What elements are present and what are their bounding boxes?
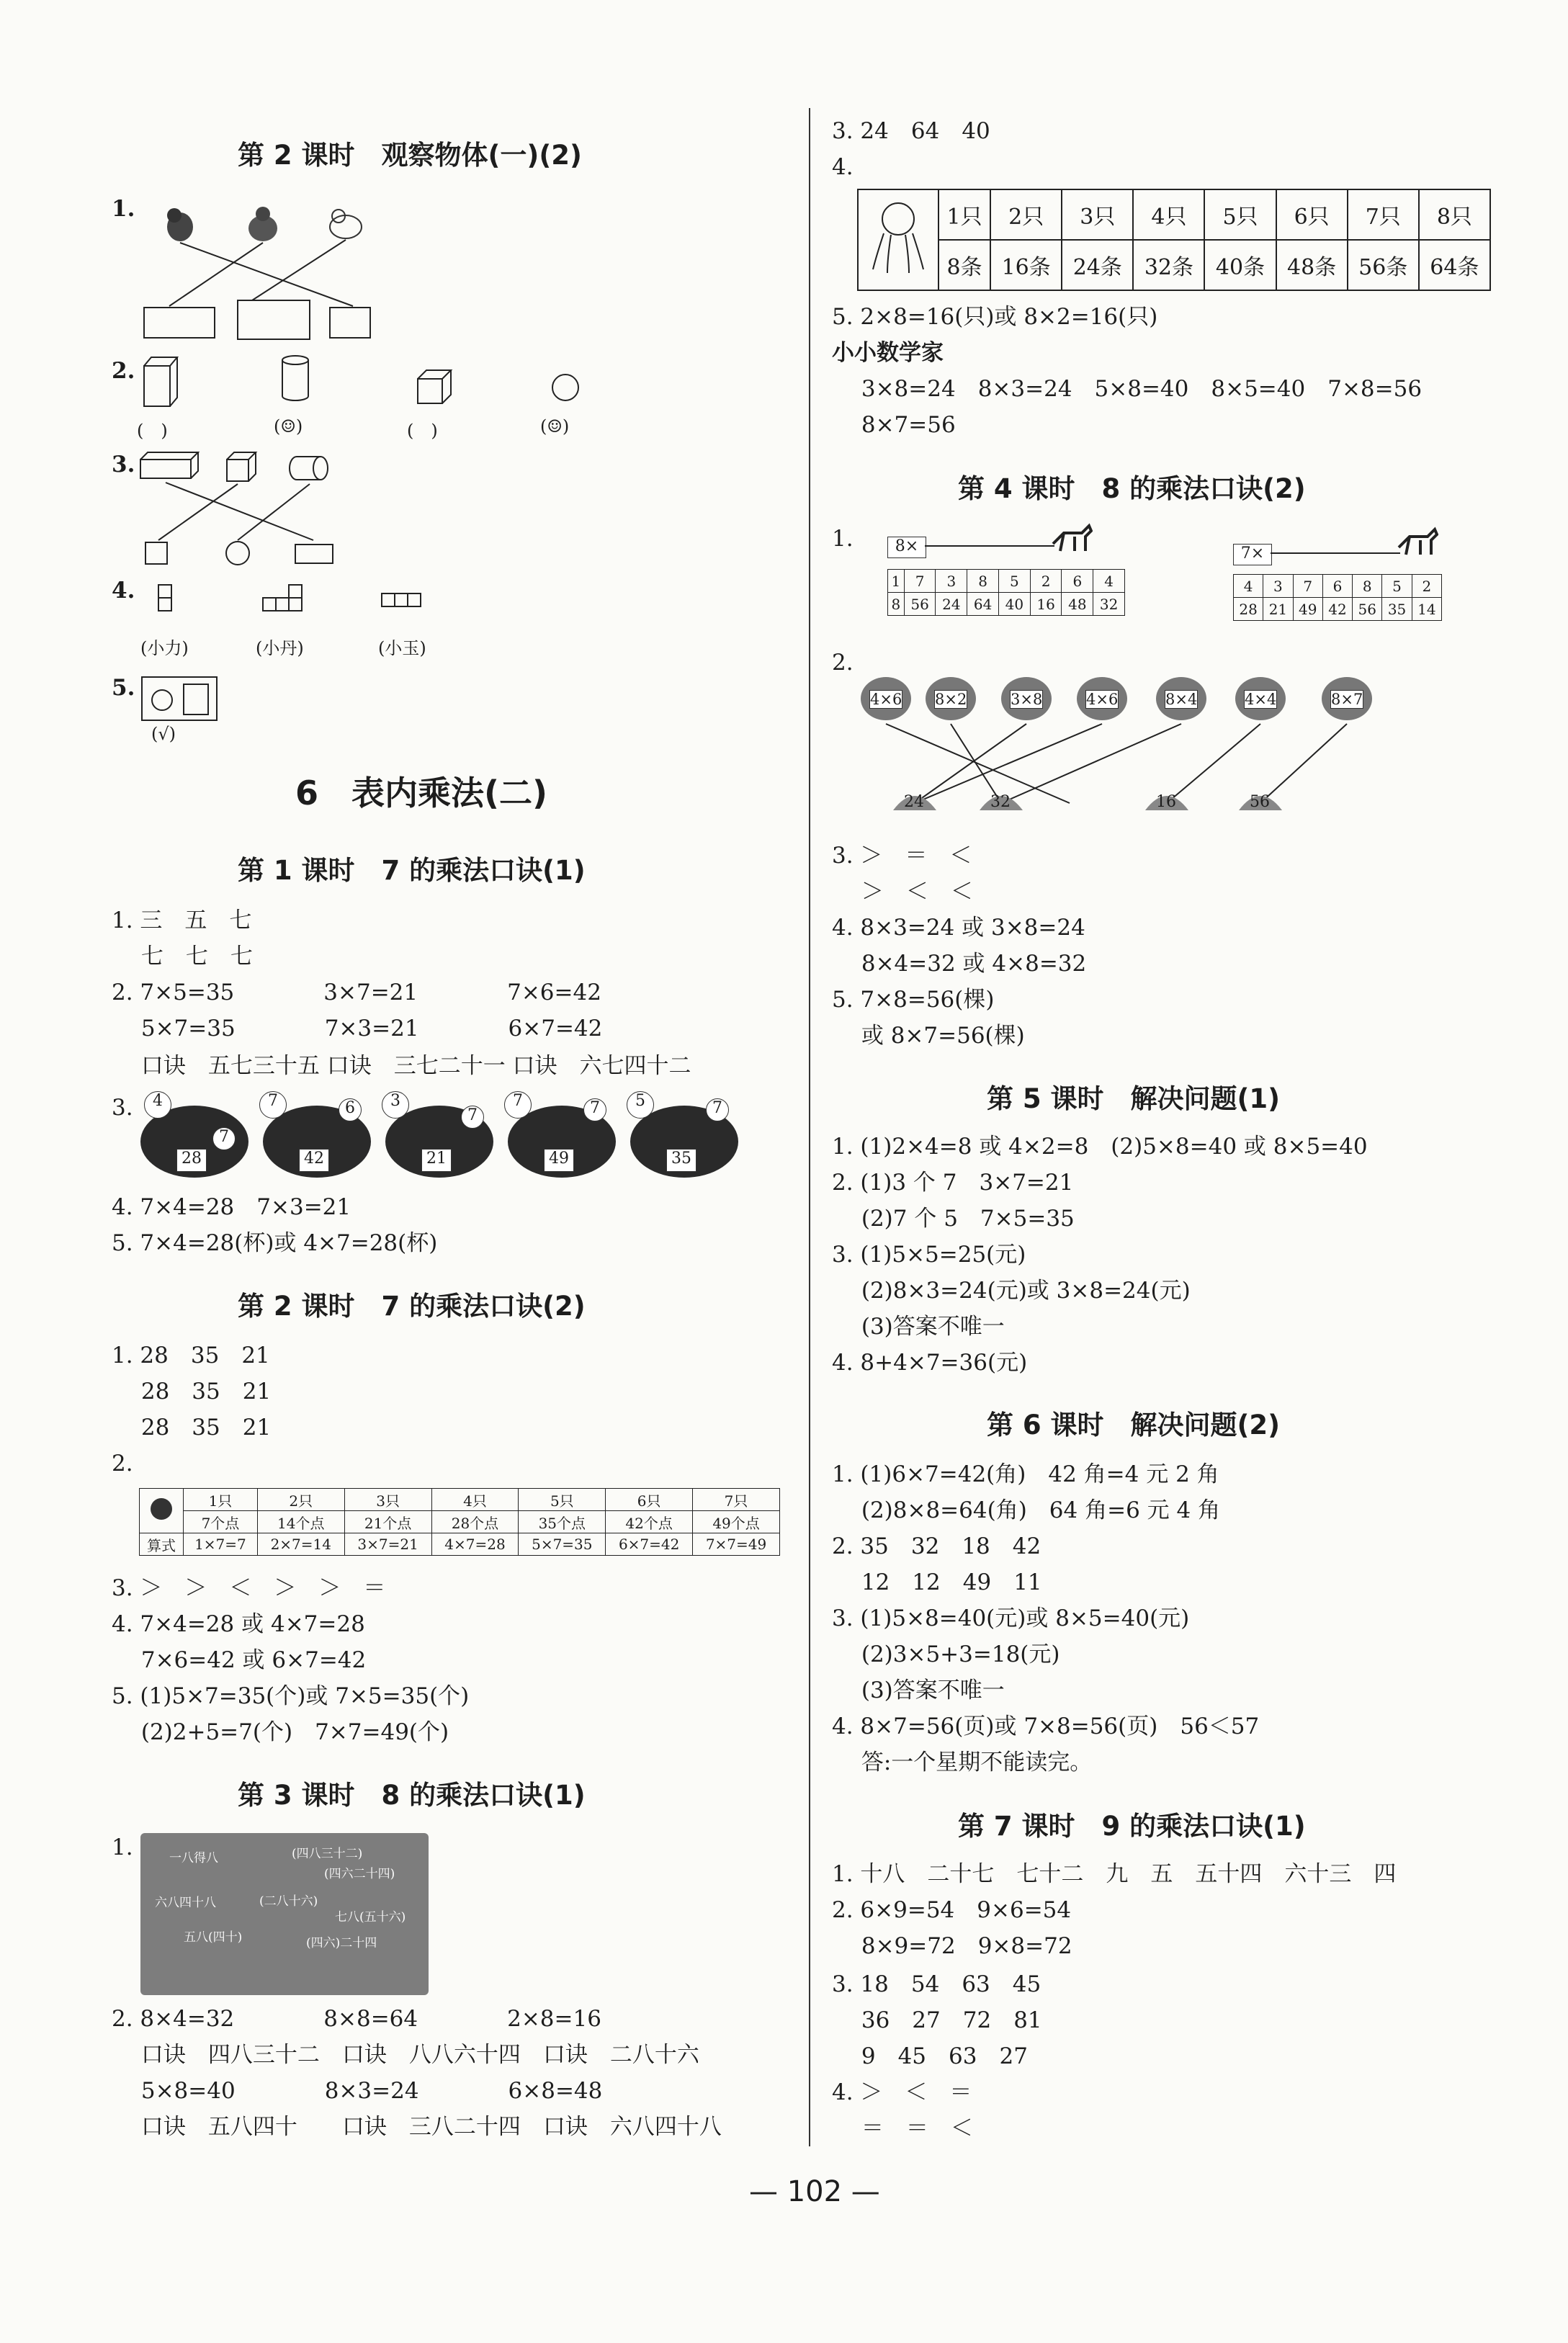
table-cell: 3: [936, 570, 967, 593]
table-cell: 7只: [693, 1489, 780, 1511]
table-cell: 16: [1030, 593, 1062, 616]
answer-line: 3. ＞ ＝ ＜: [832, 843, 972, 869]
answer-line: 5. 7×8=56(棵): [832, 987, 995, 1013]
rabbit-expression: 4×6: [870, 691, 902, 708]
question-number: 5.: [112, 675, 135, 701]
table-cell: 42个点: [606, 1511, 693, 1533]
answer-line: 28 35 21: [112, 1379, 272, 1405]
horse-icon: [1049, 522, 1093, 555]
answer-line: 口诀 四八三十二 口诀 八八六十四 口诀 二八十六: [112, 2042, 699, 2068]
table-cell: 16条: [990, 240, 1062, 290]
mushroom-number: 24: [904, 793, 924, 811]
rabbit-expression: 4×6: [1086, 691, 1119, 708]
table-cell: 32: [1093, 593, 1125, 616]
train-coupling: [1271, 552, 1400, 554]
answer-line: 3. (1)5×8=40(元)或 8×5=40(元): [832, 1605, 1190, 1631]
train-label: 7×: [1233, 544, 1272, 565]
table-cell: 5: [998, 570, 1030, 593]
mushroom-number: 16: [1156, 793, 1176, 811]
table-cell: 2×7=14: [257, 1533, 344, 1556]
cuboid-icon: [144, 357, 177, 406]
answer-line: 3×8=24 8×3=24 5×8=40 8×5=40 7×8=56: [832, 376, 1423, 402]
solid-shapes-figure: [140, 353, 601, 411]
table-cell: 4: [1093, 570, 1125, 593]
table-cell: 7: [1293, 575, 1322, 598]
train-coupling: [925, 545, 1054, 547]
answer-line: 答:一个星期不能读完。: [832, 1750, 1093, 1775]
lesson-title: 第 2 课时 7 的乘法口诀(2): [238, 1291, 586, 1322]
views-matching-figure: [137, 447, 353, 569]
table-cell: 2只: [257, 1489, 344, 1511]
answer-line: 2. 8×4=32 8×8=64 2×8=16: [112, 2006, 601, 2032]
lesson-title: 第 3 课时 8 的乘法口诀(1): [238, 1780, 586, 1811]
table-cell: 14: [1412, 598, 1441, 621]
tree-label: (二八十六): [259, 1894, 318, 1909]
table-cell: 7×7=49: [693, 1533, 780, 1556]
answer-line: 2. 7×5=35 3×7=21 7×6=42: [112, 980, 601, 1005]
tree-label: (四六二十四): [324, 1867, 395, 1881]
view-caption: (小力): [140, 638, 189, 658]
table-cell: 42: [1322, 598, 1352, 621]
answer-line: 4. 7×4=28 或 4×7=28: [112, 1611, 365, 1637]
table-cell: 7个点: [184, 1511, 258, 1533]
table-cell: 21个点: [344, 1511, 431, 1533]
answer-line: 4. 8+4×7=36(元): [832, 1350, 1028, 1376]
table-cell: 4: [1234, 575, 1263, 598]
table-cell: 8: [888, 593, 905, 616]
factor-a: 5: [627, 1091, 654, 1119]
table-cell: 48: [1062, 593, 1093, 616]
answer-line: 4. ＞ ＜ ＝: [832, 2079, 972, 2105]
multiplication-tree-figure: [140, 1833, 429, 1995]
question-number: 1.: [112, 196, 135, 222]
table-cell: 1只: [938, 189, 990, 240]
factor-b: 7: [583, 1098, 606, 1121]
table-cell: 64: [967, 593, 999, 616]
table-cell: 56: [904, 593, 936, 616]
shape-answer: (☺): [540, 416, 570, 436]
answer-line: 3. 18 54 63 45: [832, 1971, 1041, 1997]
table-cell: 56: [1353, 598, 1382, 621]
cube-icon: [418, 370, 451, 403]
answer-line: 12 12 49 11: [832, 1569, 1042, 1595]
product: 49: [544, 1149, 574, 1172]
answer-line: 8×9=72 9×8=72: [832, 1933, 1072, 1959]
answer-line: 8×7=56: [832, 412, 956, 438]
answer-line: 1. 十八 二十七 七十二 九 五 五十四 六十三 四: [832, 1861, 1397, 1887]
answer-line: 3.: [112, 1095, 133, 1121]
tree-label: 七八(五十六): [335, 1910, 406, 1925]
answer-line: 7×6=42 或 6×7=42: [112, 1647, 367, 1673]
answer-line: (2)8×3=24(元)或 3×8=24(元): [832, 1278, 1191, 1304]
factor-a: 4: [144, 1091, 171, 1119]
question-number: 4.: [112, 578, 135, 604]
table-cell: 5: [1382, 575, 1412, 598]
table-cell: 48条: [1276, 240, 1348, 290]
check-answer: (√): [151, 724, 176, 744]
answer-line: 5. (1)5×7=35(个)或 7×5=35(个): [112, 1683, 470, 1709]
question-number: 2.: [832, 650, 854, 676]
answer-line: 5. 7×4=28(杯)或 4×7=28(杯): [112, 1230, 438, 1256]
tree-label: 一八得八: [169, 1851, 218, 1865]
table-cell: 24条: [1062, 240, 1133, 290]
block-views-figure: [144, 582, 447, 618]
table-cell: 1: [888, 570, 905, 593]
answer-line: 5×7=35 7×3=21 6×7=42: [112, 1016, 603, 1041]
answer-line: ＞ ＜ ＜: [832, 879, 973, 905]
answer-line: 2.: [112, 1451, 133, 1477]
lesson-title: 第 7 课时 9 的乘法口诀(1): [958, 1811, 1306, 1842]
answer-line: 七 七 七: [112, 944, 253, 969]
lesson-title: 第 1 课时 7 的乘法口诀(1): [238, 855, 586, 886]
view-choice-figure: [140, 676, 220, 723]
table-cell: 8: [1353, 575, 1382, 598]
tree-label: (四六)二十四: [306, 1936, 377, 1950]
answer-line: 4. 8×7=56(页)或 7×8=56(页) 56＜57: [832, 1713, 1260, 1739]
table-cell: 6: [1062, 570, 1093, 593]
table-cell: 6: [1322, 575, 1352, 598]
bird-icon: [248, 207, 277, 241]
table-cell: 64条: [1419, 240, 1490, 290]
answer-line: 3. 24 64 40: [832, 118, 990, 144]
answer-line: (3)答案不唯一: [832, 1314, 1005, 1340]
lesson-title: 第 4 课时 8 的乘法口诀(2): [958, 473, 1306, 504]
factor-a: 7: [259, 1091, 287, 1119]
shape-answer: (☺): [274, 416, 303, 436]
answer-line: ＝ ＝ ＜: [832, 2115, 973, 2141]
table-cell: 3只: [344, 1489, 431, 1511]
answer-line: 5×8=40 8×3=24 6×8=48: [112, 2078, 603, 2104]
page-number: — 102 —: [749, 2175, 880, 2208]
ladybug-table: [139, 1488, 780, 1556]
table-cell: 2: [1412, 575, 1441, 598]
answer-line: 1. 三 五 七: [112, 908, 252, 933]
lesson-title: 第 6 课时 解决问题(2): [987, 1410, 1281, 1441]
answer-line: 4.: [832, 154, 854, 180]
product: 42: [299, 1149, 329, 1172]
answer-line: (3)答案不唯一: [832, 1677, 1005, 1703]
table-cell: 24: [936, 593, 967, 616]
answer-line: 2. (1)3 个 7 3×7=21: [832, 1170, 1074, 1196]
lesson-title: 第 5 课时 解决问题(1): [987, 1083, 1281, 1114]
table-cell: 2只: [990, 189, 1062, 240]
table-row-label: 算式: [140, 1533, 184, 1556]
rabbit-expression: 8×2: [935, 691, 967, 708]
answer-line: 8×4=32 或 4×8=32: [832, 951, 1087, 977]
table-cell: 5×7=35: [519, 1533, 606, 1556]
answer-line: 36 27 72 81: [832, 2007, 1042, 2033]
answer-line: 2. 35 32 18 42: [832, 1533, 1041, 1559]
answer-line: (2)2+5=7(个) 7×7=49(个): [112, 1719, 449, 1745]
answer-line: 1. (1)2×4=8 或 4×2=8 (2)5×8=40 或 8×5=40: [832, 1134, 1368, 1160]
view-caption: (小玉): [378, 638, 426, 658]
table-cell: 8条: [938, 240, 990, 290]
bird-icon: [167, 208, 193, 241]
table-cell: 4×7=28: [431, 1533, 519, 1556]
tree-label: 六八四十八: [155, 1896, 216, 1910]
table-cell: 6只: [606, 1489, 693, 1511]
product: 35: [666, 1149, 696, 1172]
question-number: 2.: [112, 358, 135, 384]
table-cell: 3只: [1062, 189, 1133, 240]
table-cell: 49: [1293, 598, 1322, 621]
table-cell: 14个点: [257, 1511, 344, 1533]
factor-a: 3: [382, 1091, 409, 1119]
answer-line: 或 8×7=56(棵): [832, 1023, 1025, 1049]
shape-answer: ( ): [137, 421, 168, 441]
table-cell: 7: [904, 570, 936, 593]
factor-b: 7: [706, 1098, 729, 1121]
bunny-multiplication-figure: [140, 1091, 760, 1185]
answer-line: 4. 7×4=28 7×3=21: [112, 1194, 351, 1220]
answer-line: 28 35 21: [112, 1415, 272, 1441]
section-label: 小小数学家: [832, 340, 944, 366]
table-cell: 4只: [1133, 189, 1204, 240]
table-cell: 1×7=7: [184, 1533, 258, 1556]
answer-line: 4. 8×3=24 或 3×8=24: [832, 915, 1085, 941]
tree-label: 五八(四十): [184, 1930, 243, 1945]
lesson-title-observe: 第 2 课时 观察物体(一)(2): [238, 140, 582, 171]
column-divider: [809, 108, 810, 2146]
sphere-icon: [552, 375, 578, 400]
table-cell: 5只: [1204, 189, 1276, 240]
factor-b: 6: [339, 1098, 362, 1121]
question-number: 1.: [832, 526, 854, 552]
answer-line: 5. 2×8=16(只)或 8×2=16(只): [832, 304, 1158, 330]
horse-icon: [1395, 526, 1438, 558]
question-number: 3.: [112, 452, 135, 478]
octopus-table: [857, 189, 1491, 291]
answer-line: 1. 28 35 21: [112, 1343, 270, 1368]
train-8-table: [887, 569, 1125, 616]
table-cell: 35: [1382, 598, 1412, 621]
factor-b: 7: [212, 1127, 236, 1150]
rabbit-expression: 3×8: [1011, 691, 1043, 708]
view-caption: (小丹): [256, 638, 304, 658]
train-7-table: [1233, 574, 1442, 621]
table-cell: 3×7=21: [344, 1533, 431, 1556]
table-cell: 3: [1263, 575, 1293, 598]
table-cell: 6只: [1276, 189, 1348, 240]
table-cell: 4只: [431, 1489, 519, 1511]
table-cell: 2: [1030, 570, 1062, 593]
factor-a: 7: [504, 1091, 532, 1119]
tree-label: (四八三十二): [292, 1847, 363, 1861]
question-number: 1.: [112, 1834, 133, 1860]
mushroom-number: 32: [990, 793, 1011, 811]
shape-answer: ( ): [407, 421, 438, 441]
rabbit-expression: 8×4: [1165, 691, 1198, 708]
train-label: 8×: [887, 537, 926, 558]
table-cell: 21: [1263, 598, 1293, 621]
answer-line: 3. ＞ ＞ ＜ ＞ ＞ ＝: [112, 1575, 386, 1601]
table-cell: 8: [967, 570, 999, 593]
table-cell: 32条: [1133, 240, 1204, 290]
answer-line: (2)3×5+3=18(元): [832, 1641, 1060, 1667]
rabbit-expression: 4×4: [1245, 691, 1277, 708]
table-cell: 7只: [1348, 189, 1419, 240]
answer-line: (2)8×8=64(角) 64 角=6 元 4 角: [832, 1497, 1221, 1523]
product: 28: [176, 1149, 207, 1172]
table-cell: 28个点: [431, 1511, 519, 1533]
answer-line: 3. (1)5×5=25(元): [832, 1242, 1026, 1268]
table-cell: 40条: [1204, 240, 1276, 290]
table-cell: 40: [998, 593, 1030, 616]
mushroom-icons: [893, 796, 1282, 810]
table-cell: 6×7=42: [606, 1533, 693, 1556]
answer-line: (2)7 个 5 7×5=35: [832, 1206, 1075, 1232]
table-cell: 8只: [1419, 189, 1490, 240]
table-cell: 49个点: [693, 1511, 780, 1533]
rabbit-expression: 8×7: [1331, 691, 1363, 708]
answer-line: 9 45 63 27: [832, 2043, 1028, 2069]
table-cell: 1只: [184, 1489, 258, 1511]
table-cell: 28: [1234, 598, 1263, 621]
table-cell: 56条: [1348, 240, 1419, 290]
cylinder-icon: [282, 356, 308, 400]
answer-line: 口诀 五七三十五 口诀 三七二十一 口诀 六七四十二: [112, 1053, 691, 1079]
factor-b: 7: [461, 1106, 484, 1129]
octopus-icon: [858, 189, 938, 290]
mushroom-number: 56: [1250, 793, 1270, 811]
table-cell: 5只: [519, 1489, 606, 1511]
ladybug-icon: [140, 1489, 184, 1533]
table-cell: 35个点: [519, 1511, 606, 1533]
unit-title: 6 表内乘法(二): [295, 774, 548, 812]
answer-line: 1. (1)6×7=42(角) 42 角=4 元 2 角: [832, 1461, 1219, 1487]
chick-icon: [330, 210, 362, 238]
answer-line: 口诀 五八四十 口诀 三八二十四 口诀 六八四十八: [112, 2114, 722, 2140]
animals-matching-figure: [137, 198, 396, 349]
product: 21: [421, 1149, 452, 1172]
answer-line: 2. 6×9=54 9×6=54: [832, 1897, 1072, 1923]
